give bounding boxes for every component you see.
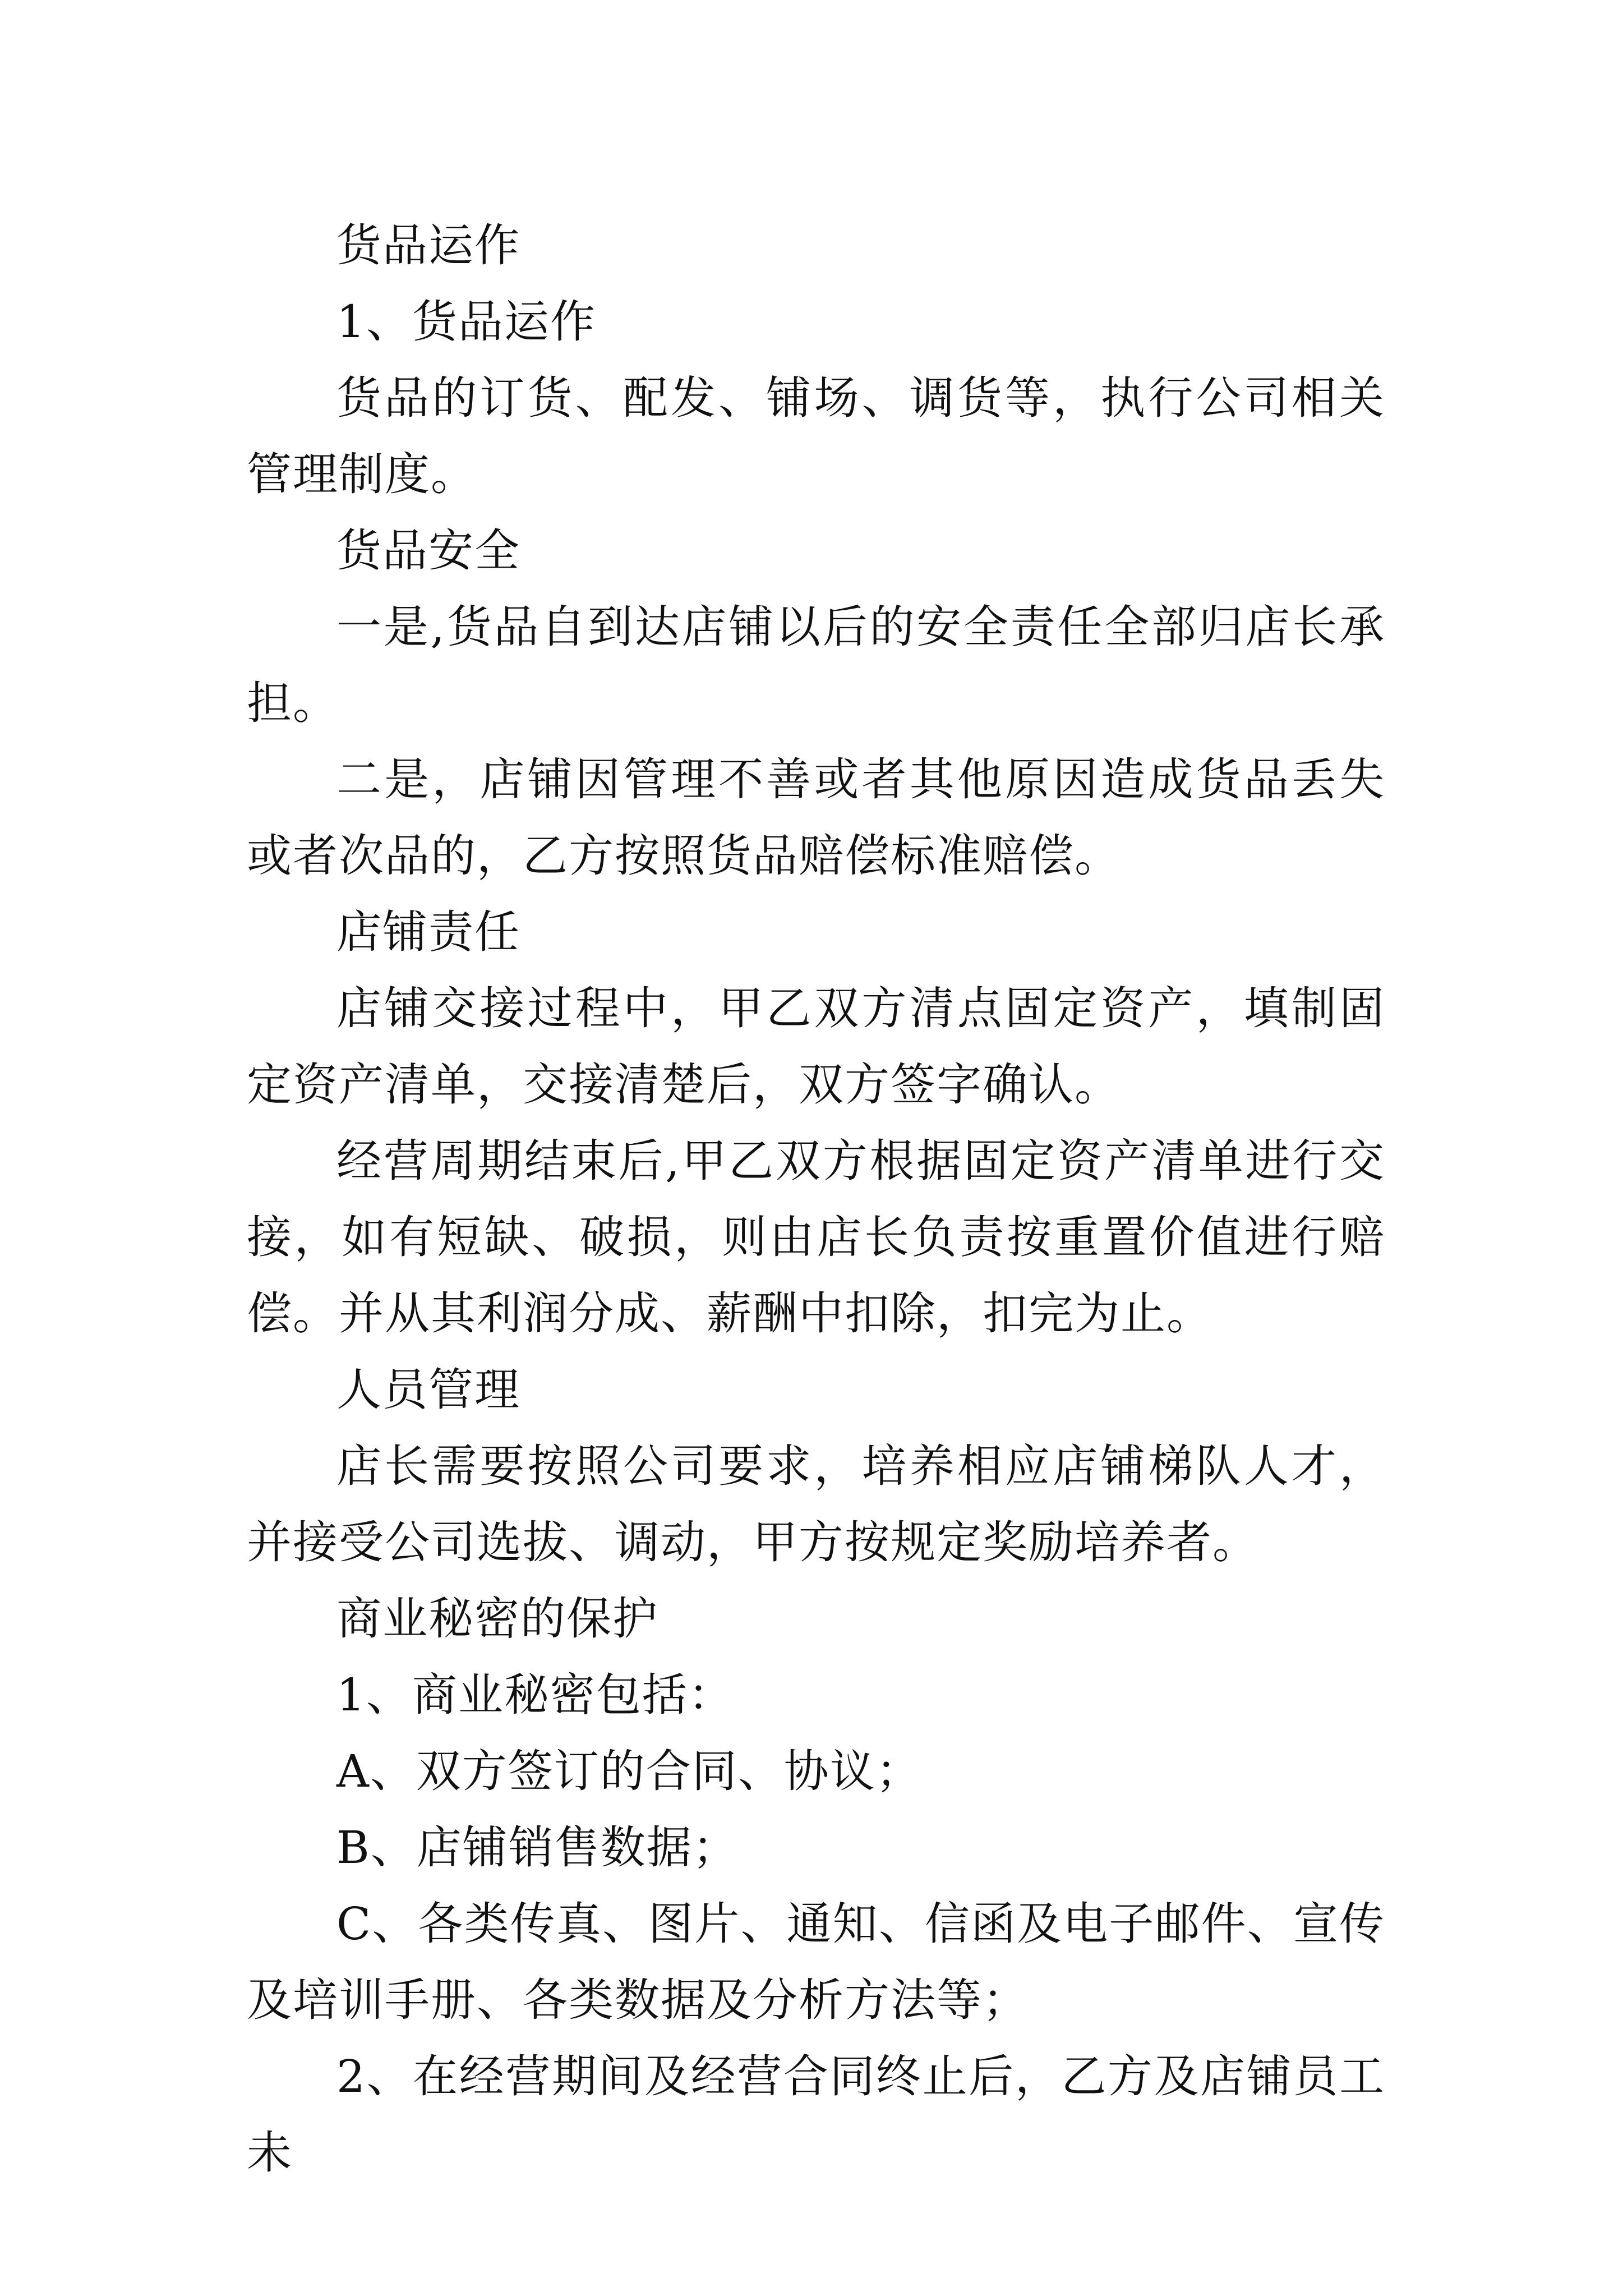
paragraph-store-handover: 店铺交接过程中，甲乙双方清点固定资产，填制固定资产清单，交接清楚后，双方签字确认。: [247, 982, 1385, 1111]
paragraph-loss-compensation: 二是，店铺因管理不善或者其他原因造成货品丢失或者次品的，乙方按照货品赔偿标准赔偿。: [247, 753, 1385, 882]
paragraph-safety-responsibility: 一是,货品自到达店铺以后的安全责任全部归店长承担。: [247, 601, 1385, 729]
paragraph-goods-ordering: 货品的订货、配发、铺场、调货等，执行公司相关管理制度。: [247, 372, 1385, 500]
paragraph-talent-training: 店长需要按照公司要求，培养相应店铺梯队人才，并接受公司选拔、调动，甲方按规定奖励培养者。: [247, 1440, 1385, 1568]
document-body: [247, 208, 1385, 2191]
list-item-secrets-include: 1、商业秘密包括：: [336, 1669, 734, 1721]
section-heading-personnel: 人员管理: [336, 1364, 520, 1416]
section-heading-trade-secrets: 商业秘密的保护: [336, 1593, 658, 1645]
list-item-secret-c: C、各类传真、图片、通知、信函及电子邮件、宣传及培训手册、各类数据及分析方法等；: [247, 1898, 1385, 2026]
section-heading-store-responsibility: 店铺责任: [336, 906, 520, 958]
list-item-secret-obligation: 2、在经营期间及经营合同终止后，乙方及店铺员工未: [247, 2050, 1385, 2179]
section-heading-goods-operation: 货品运作: [336, 219, 520, 272]
list-item-secret-b: B、店铺销售数据；: [336, 1821, 739, 1874]
section-heading-goods-safety: 货品安全: [336, 524, 520, 577]
subheading-goods-operation: 1、货品运作: [336, 296, 596, 348]
paragraph-period-end-handover: 经营周期结束后,甲乙双方根据固定资产清单进行交接，如有短缺、破损，则由店长负责按重置价值进行赔偿。并从其利润分成、薪酬中扣除，扣完为止。: [247, 1135, 1385, 1340]
list-item-secret-a: A、双方签订的合同、协议；: [336, 1745, 922, 1797]
